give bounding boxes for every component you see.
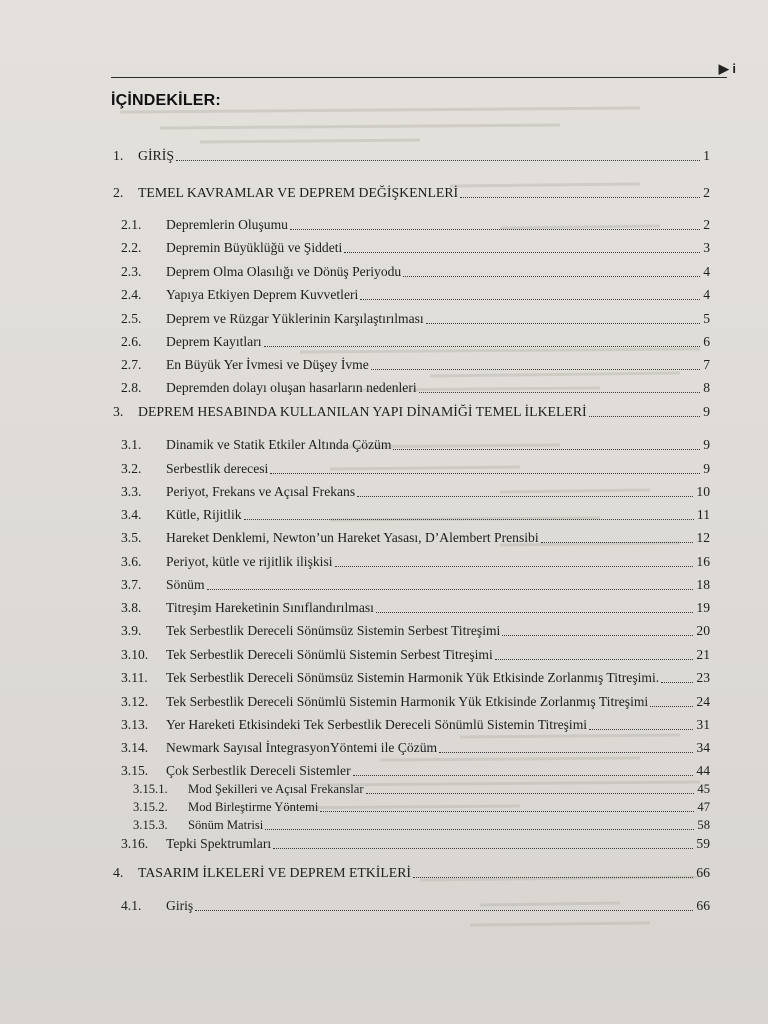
toc-entry [121,378,710,396]
toc-entry-page-number: 59 [696,836,710,851]
toc-entry-title: Dinamik ve Statik Etkiler Altında Çözüm [166,437,392,452]
toc-entry-page-number: 3 [703,240,710,255]
toc-entry-number: 3.14. [121,740,149,755]
toc-entry [121,285,710,303]
toc-entry [121,715,710,733]
toc-entry-number: 3.9. [121,623,142,638]
toc-entry-title: Tek Serbestlik Dereceli Sönümlü Sistemin Serbest Titreşimi [166,647,493,662]
toc-entry [121,575,710,593]
toc-entry-title: Kütle, Rijitlik [166,507,242,522]
toc-entry-page-number: 66 [696,865,710,880]
toc-entry [133,815,710,833]
toc-entry-page-number: 21 [696,647,710,662]
toc-entry-title: Sönüm Matrisi [188,818,264,832]
toc-entry-title: TASARIM İLKELERİ VE DEPREM ETKİLERİ [138,865,412,880]
toc-entry-number: 2.1. [121,217,142,232]
toc-entry-number: 4.1. [121,898,142,913]
toc-entry [121,215,710,233]
toc-entry-title: En Büyük Yer İvmesi ve Düşey İvme [166,357,369,372]
dot-leader [244,519,694,520]
dot-leader [502,635,693,636]
toc-title: İÇİNDEKİLER: [111,92,221,109]
toc-entry-page-number: 7 [703,357,710,372]
dot-leader [589,416,700,417]
dot-leader [357,496,693,497]
toc-entry [121,528,710,546]
toc-entry-number: 3.15.2. [133,800,168,814]
dot-leader [403,276,700,277]
toc-entry-page-number: 44 [696,763,710,778]
toc-entry [121,668,710,686]
toc-entry [133,779,710,797]
toc-entry [121,482,710,500]
toc-entry-number: 3.8. [121,600,142,615]
toc-entry-number: 2.6. [121,334,142,349]
toc-entry-page-number: 20 [696,623,710,638]
dot-leader [650,706,693,707]
toc-entry-page-number: 66 [696,898,710,913]
toc-entry [121,505,710,523]
dot-leader [661,682,693,683]
toc-entry [121,332,710,350]
dot-leader [335,566,694,567]
toc-entry-page-number: 12 [696,530,710,545]
toc-entry-title: Depremden dolayı oluşan hasarların nedenleri [166,380,417,395]
toc-entry-page-number: 19 [696,600,710,615]
toc-entry [121,598,710,616]
toc-entry-page-number: 4 [703,287,710,302]
toc-entry-page-number: 9 [703,461,710,476]
page-marker: ▶ i [718,61,736,76]
toc-entry [121,238,710,256]
toc-entry-number: 2. [113,185,124,200]
toc-entry-title: Tek Serbestlik Dereceli Sönümlü Sistemin Harmonik Yük Etkisinde Zorlanmış Titreşimi [166,694,649,709]
toc-entry-number: 4. [113,865,124,880]
dot-leader [195,910,693,911]
dot-leader [360,299,700,300]
toc-entry-title: Depremlerin Oluşumu [166,217,288,232]
toc-entry-page-number: 24 [696,694,710,709]
toc-entry-number: 2.4. [121,287,142,302]
toc-entry-number: 2.3. [121,264,142,279]
toc-entry-number: 3.6. [121,554,142,569]
dot-leader [376,612,693,613]
toc-entry [121,834,710,852]
toc-entry-number: 3.15.1. [133,782,168,796]
toc-entry-title: Periyot, kütle ve rijitlik ilişkisi [166,554,333,569]
dot-leader [344,252,700,253]
toc-entry-page-number: 5 [703,311,710,326]
toc-entry-number: 3.7. [121,577,142,592]
toc-entry-number: 3.15.3. [133,818,168,832]
toc-entry-title: Deprem Olma Olasılığı ve Dönüş Periyodu [166,264,402,279]
toc-entry-page-number: 47 [697,800,710,814]
dot-leader [495,659,694,660]
toc-entry-number: 2.7. [121,357,142,372]
toc-entry-number: 3.16. [121,836,149,851]
toc-entry-number: 3.15. [121,763,149,778]
toc-entry-page-number: 9 [703,437,710,452]
toc-entry-title: Depremin Büyüklüğü ve Şiddeti [166,240,343,255]
toc-entry-title: Tek Serbestlik Dereceli Sönümsüz Sistemin Harmonik Yük Etkisinde Zorlanmış Titreşimi. [166,670,660,685]
toc-entry-title: Hareket Denklemi, Newton’un Hareket Yasası, D’Alembert Prensibi [166,530,539,545]
toc-entry-page-number: 2 [703,185,710,200]
toc-entry [121,435,710,453]
toc-entry-page-number: 10 [696,484,710,499]
toc-entry [113,146,710,164]
dot-leader [207,589,694,590]
toc-entry-title: Yapıya Etkiyen Deprem Kuvvetleri [166,287,359,302]
toc-entry-title: Sönüm [166,577,205,592]
toc-entry-number: 2.8. [121,380,142,395]
toc-entry-number: 1. [113,148,124,163]
toc-entry-title: Periyot, Frekans ve Açısal Frekans [166,484,356,499]
toc-entry-title: Yer Hareketi Etkisindeki Tek Serbestlik Dereceli Sönümlü Sistemin Titreşimi [166,717,588,732]
dot-leader [541,542,694,543]
toc-entry-number: 3.10. [121,647,149,662]
dot-leader [419,392,701,393]
toc-entry-title: Mod Şekilleri ve Açısal Frekanslar [188,782,364,796]
toc-entry-title: Tepki Spektrumları [166,836,272,851]
toc-entry-number: 2.2. [121,240,142,255]
dot-leader [265,829,694,830]
toc-entry-page-number: 34 [696,740,710,755]
toc-entry-number: 2.5. [121,311,142,326]
toc-entry-page-number: 9 [703,404,710,419]
toc-entry [121,621,710,639]
dot-leader [270,473,700,474]
toc-entry-page-number: 1 [703,148,710,163]
dot-leader [366,793,695,794]
toc-entry [121,692,710,710]
toc-entry-title: Deprem ve Rüzgar Yüklerinin Karşılaştırılması [166,311,424,326]
dot-leader [273,848,693,849]
toc-entry-title: Tek Serbestlik Dereceli Sönümsüz Sistemin Serbest Titreşimi [166,623,501,638]
toc-entry [121,738,710,756]
toc-entry-title: DEPREM HESABINDA KULLANILAN YAPI DİNAMİĞİ TEMEL İLKELERİ [138,404,587,419]
toc-entry [121,262,710,280]
toc-entry [121,761,710,779]
toc-entry-number: 3.4. [121,507,142,522]
toc-entry-title: Serbestlik derecesi [166,461,269,476]
toc-entry-title: Mod Birleştirme Yöntemi [188,800,319,814]
dot-leader [393,449,700,450]
toc-entry [113,402,710,420]
toc-entry [121,459,710,477]
toc-entry-page-number: 2 [703,217,710,232]
toc-entry-title: Çok Serbestlik Dereceli Sistemler [166,763,351,778]
dot-leader [460,197,700,198]
dot-leader [320,811,694,812]
toc-entry-page-number: 8 [703,380,710,395]
dot-leader [290,229,700,230]
toc-entry-title: GİRİŞ [138,148,175,163]
toc-entry [121,355,710,373]
toc-entry-title: Newmark Sayısal İntegrasyonYöntemi ile Çözüm [166,740,438,755]
dot-leader [353,775,694,776]
dot-leader [264,346,701,347]
toc-entry [113,863,710,881]
toc-entry-number: 3.3. [121,484,142,499]
toc-entry-page-number: 4 [703,264,710,279]
dot-leader [176,160,700,161]
toc-entry-title: Deprem Kayıtları [166,334,262,349]
toc-entry-page-number: 58 [697,818,710,832]
toc-entry-title: Giriş [166,898,194,913]
toc-entry-number: 3.5. [121,530,142,545]
toc-entry-number: 3.1. [121,437,142,452]
toc-entry-page-number: 16 [696,554,710,569]
toc-entry-number: 3.13. [121,717,149,732]
toc-entry-page-number: 31 [696,717,710,732]
toc-entry-page-number: 23 [696,670,710,685]
toc-entry-page-number: 6 [703,334,710,349]
dot-leader [439,752,693,753]
toc-entry-number: 3.11. [121,670,148,685]
toc-entry-number: 3.12. [121,694,149,709]
toc-entry-title: TEMEL KAVRAMLAR VE DEPREM DEĞİŞKENLERİ [138,185,459,200]
toc-entry-title: Titreşim Hareketinin Sınıflandırılması [166,600,374,615]
dot-leader [426,323,700,324]
toc-entry-page-number: 18 [696,577,710,592]
toc-entry [121,309,710,327]
toc-entry-page-number: 45 [697,782,710,796]
toc-entry [133,797,710,815]
toc-entry-page-number: 11 [696,507,710,522]
toc-entry-number: 3. [113,404,124,419]
dot-leader [371,369,700,370]
toc-entry [121,645,710,663]
toc-entry [113,183,710,201]
header-rule [111,77,727,78]
toc-entry [121,896,710,914]
dot-leader [589,729,693,730]
toc-entry [121,552,710,570]
toc-entry-number: 3.2. [121,461,142,476]
dot-leader [413,877,693,878]
